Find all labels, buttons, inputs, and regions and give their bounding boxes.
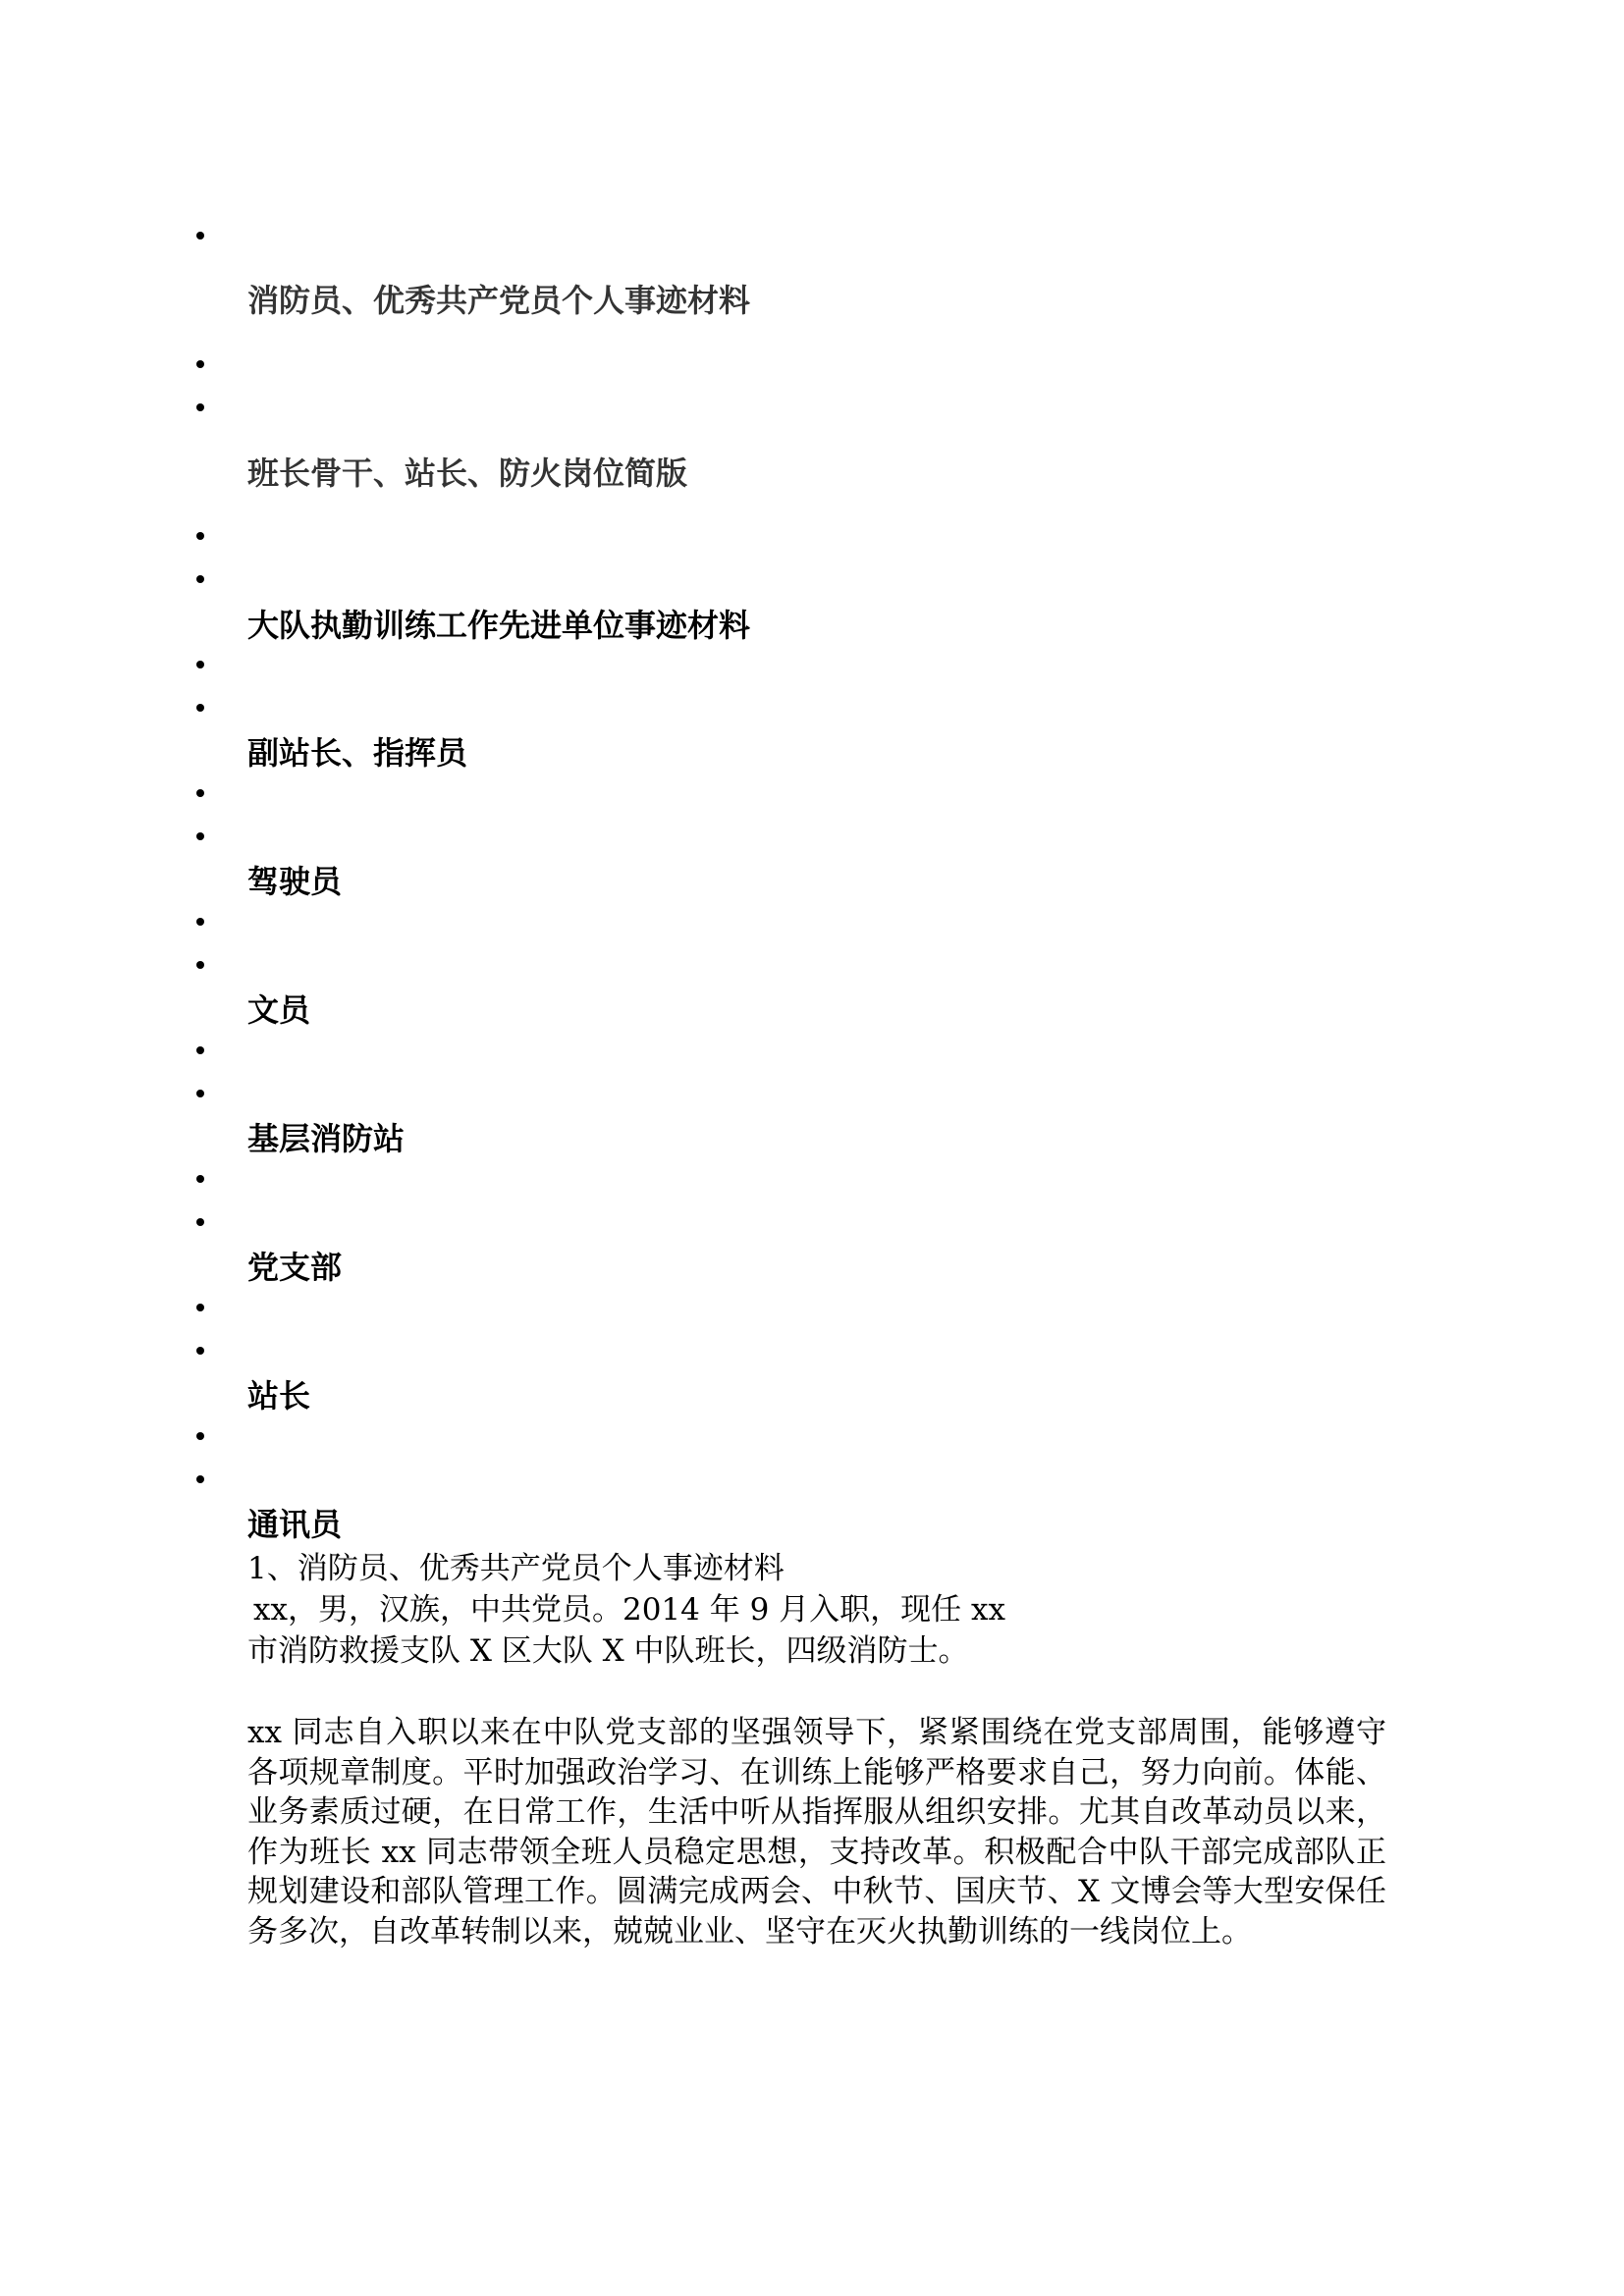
toc-item-10[interactable]: 通讯员	[247, 1506, 343, 1543]
bullet-icon	[196, 575, 204, 583]
bullet-icon	[196, 1175, 204, 1183]
bullet-icon	[196, 232, 204, 240]
section-title: 1、消防员、优秀共产党员个人事迹材料	[247, 1551, 785, 1586]
bullet-icon	[196, 1218, 204, 1226]
intro-line-1: xx，男，汉族，中共党员。2014 年 9 月入职，现任 xx	[253, 1592, 1005, 1628]
bullet-icon	[196, 1432, 204, 1440]
bullet-icon	[196, 403, 204, 411]
toc-item-6[interactable]: 文员	[247, 991, 311, 1029]
bullet-icon	[196, 1347, 204, 1355]
toc-item-7[interactable]: 基层消防站	[247, 1120, 406, 1157]
bullet-icon	[196, 1090, 204, 1097]
bullet-icon	[196, 961, 204, 969]
bullet-icon	[196, 1475, 204, 1483]
bullet-icon	[196, 1304, 204, 1311]
toc-item-1[interactable]: 消防员、优秀共产党员个人事迹材料	[247, 282, 751, 319]
body-paragraph: xx 同志自入职以来在中队党支部的坚强领导下，紧紧围绕在党支部周围，能够遵守各项规章制度。平时加强政治学习、在训练上能够严格要求自己，努力向前。体能、业务素质过硬，在日常工作，生活中听从指挥服从组织安排。尤其自改革动员以来，作为班长 xx 同志带领全班人员稳定思想，支持改革。积极配合中队干部完成部队正规划建设和部队管理工作。圆满完成两会、中秋节、国庆节、X 文博会等大型安保任务多次，自改革转制以来，兢兢业业、坚守在灭火执勤训练的一线岗位上。	[247, 1715, 1386, 1949]
bullet-icon	[196, 918, 204, 926]
toc-item-2[interactable]: 班长骨干、站长、防火岗位简版	[247, 454, 688, 492]
bullet-icon	[196, 360, 204, 368]
bullet-icon	[196, 532, 204, 540]
toc-item-8[interactable]: 党支部	[247, 1249, 343, 1286]
bullet-icon	[196, 661, 204, 668]
toc-item-3[interactable]: 大队执勤训练工作先进单位事迹材料	[247, 607, 751, 644]
bullet-icon	[196, 704, 204, 712]
toc-item-9[interactable]: 站长	[247, 1377, 311, 1415]
bullet-icon	[196, 832, 204, 840]
toc-item-4[interactable]: 副站长、指挥员	[247, 734, 468, 772]
intro-line-2: 市消防救援支队 X 区大队 X 中队班长，四级消防士。	[247, 1633, 969, 1669]
toc-item-5[interactable]: 驾驶员	[247, 863, 343, 900]
bullet-icon	[196, 789, 204, 797]
bullet-icon	[196, 1046, 204, 1054]
